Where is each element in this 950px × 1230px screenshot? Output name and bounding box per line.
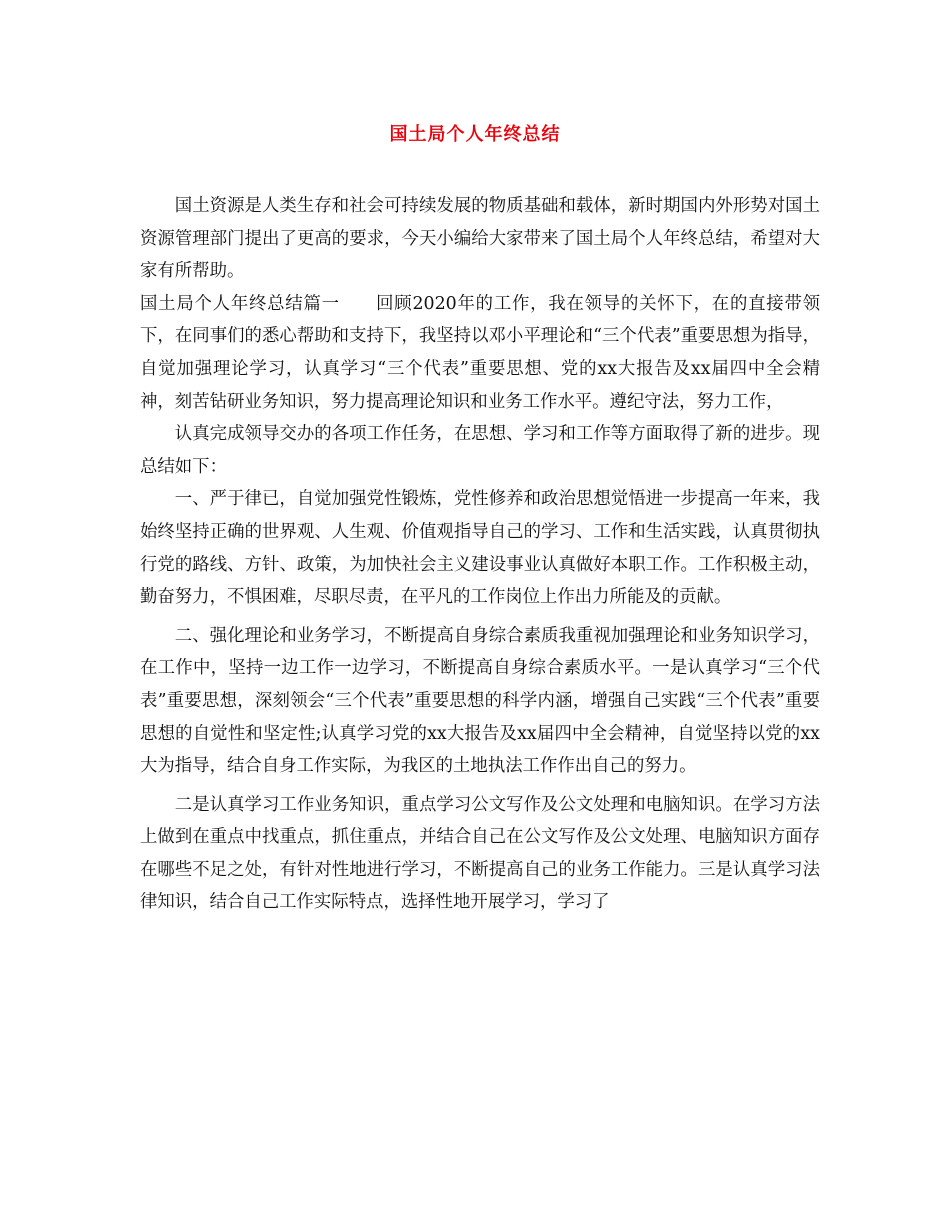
paragraph-section-one: 一、严于律已，自觉加强党性锻炼，党性修养和政治思想觉悟进一步提高一年来，我始终坚持正确的世界观、人生观、价值观指导自己的学习、工作和生活实践，认真贯彻执行党的路线、方针、政策，为加快社会主义建设事业认真做好本职工作。工作积极主动，勤奋努力，不惧困难，尽职尽责，在平凡的工作岗位上作出力所能及的贡献。 bbox=[140, 489, 820, 608]
paragraph-study-work: 二是认真学习工作业务知识，重点学习公文写作及公文处理和电脑知识。在学习方法上做到在重点中找重点，抓住重点，并结合自己在公文写作及公文处理、电脑知识方面存在哪些不足之处，有针对性地进行学习，不断提高自己的业务工作能力。三是认真学习法律知识，结合自己工作实际特点，选择性地开展学习，学习了 bbox=[140, 794, 820, 913]
document-title: 国土局个人年终总结 bbox=[389, 124, 561, 145]
paragraph-section-two: 二、强化理论和业务学习，不断提高自身综合素质我重视加强理论和业务知识学习，在工作中，坚持一边工作一边学习，不断提高自身综合素质水平。一是认真学习“三个代表”重要思想，深刻领会“三个代表”重要思想的科学内涵，增强自己实践“三个代表”重要思想的自觉性和坚定性;认真学习党的xx大报告及xx届四中全会精神，自觉坚持以党的xx大为指导，结合自身工作实际，为我区的土地执法工作作出自己的努力。 bbox=[140, 625, 820, 777]
paragraph-tasks: 认真完成领导交办的各项工作任务，在思想、学习和工作等方面取得了新的进步。现总结如下： bbox=[140, 424, 820, 477]
document-body bbox=[140, 190, 820, 919]
paragraph-intro: 国土资源是人类生存和社会可持续发展的物质基础和载体，新时期国内外形势对国土资源管理部门提出了更高的要求，今天小编给大家带来了国土局个人年终总结，希望对大家有所帮助。 bbox=[140, 196, 820, 282]
paragraph-part-one: 国土局个人年终总结篇一 回顾2020年的工作，我在领导的关怀下，在的直接带领下，在同事们的悉心帮助和支持下，我坚持以邓小平理论和“三个代表”重要思想为指导，自觉加强理论学习，认真学习“三个代表”重要思想、党的xx大报告及xx届四中全会精神，刻苦钻研业务知识，努力提高理论知识和业务工作水平。遵纪守法，努力工作， bbox=[140, 293, 820, 412]
